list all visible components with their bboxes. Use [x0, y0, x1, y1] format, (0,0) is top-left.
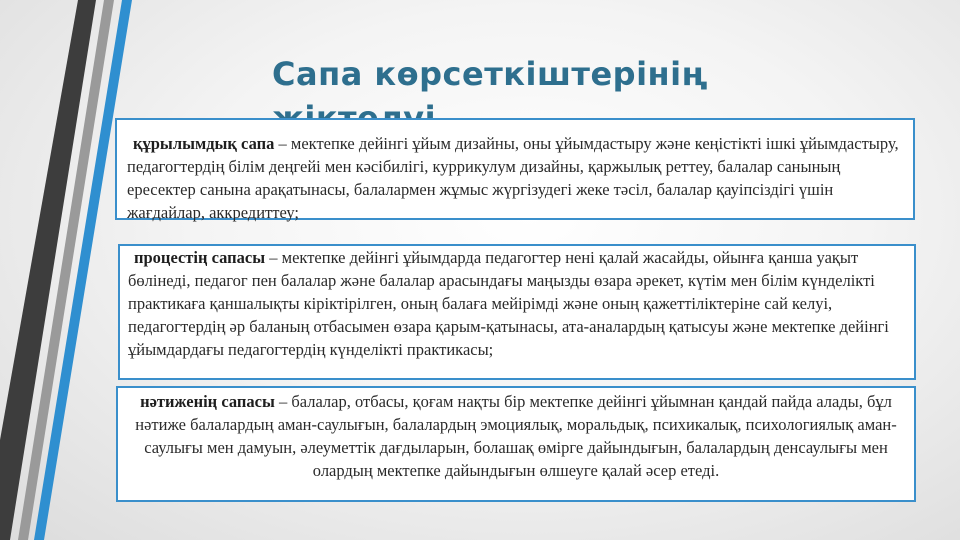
process-quality-text: – мектепке дейінгі ұйымдарда педагогтер нені қалай жасайды, ойынға қанша уақыт бөлінеді, педагог пен балалар және балалар арасындағы маңызды өзара әрекет, күтім мен білім күнделікті практикаға қаншалықты кіріктірілген, оның балаға мейірімді және оның қажеттіліктеріне сай келуі, педагогтердің әр баланың отбасымен өзара қарым-қатынасы, ата-аналардың қатысуы және мектепке дейінгі ұйымдардағы педагогтердің күнделікті практикасы; — [128, 248, 889, 359]
slide-title: Сапа көрсеткіштерінің — [272, 55, 708, 93]
process-quality-term: процестің сапасы — [134, 248, 266, 267]
structural-quality-box — [115, 118, 915, 220]
result-quality-text: – балалар, отбасы, қоғам нақты бір мектепке дейінгі ұйымнан қандай пайда алады, бұл нәтиже балалардың аман-саулығын, балалардың эмоциялық, моральдық, психикалық, психологиялық аман-саулығы мен дамуын, әлеуметтік дағдыларын, болашақ өмірге дайындығын, балалардың денсаулығы мен олардың мектепке дайындығын өлшеуге қалай әсер етеді. — [135, 392, 897, 480]
process-quality-box — [118, 244, 916, 380]
structural-quality-text: – мектепке дейінгі ұйым дизайны, оны ұйымдастыру және кеңістікті ішкі ұйымдастыру, педагогтердің білім деңгейі мен кәсібилігі, куррикулум дизайны, қаржылық реттеу, балалар санының ересектер санына арақатынасы, балалармен жұмыс жүргізудегі жеке тәсіл, балалар қауіпсіздігі үшін жағдайлар, аккредиттеу; — [127, 134, 899, 222]
result-quality-term: нәтиженің сапасы — [140, 392, 275, 411]
structural-quality-term: құрылымдық сапа — [133, 134, 275, 153]
result-quality-box — [116, 386, 916, 502]
